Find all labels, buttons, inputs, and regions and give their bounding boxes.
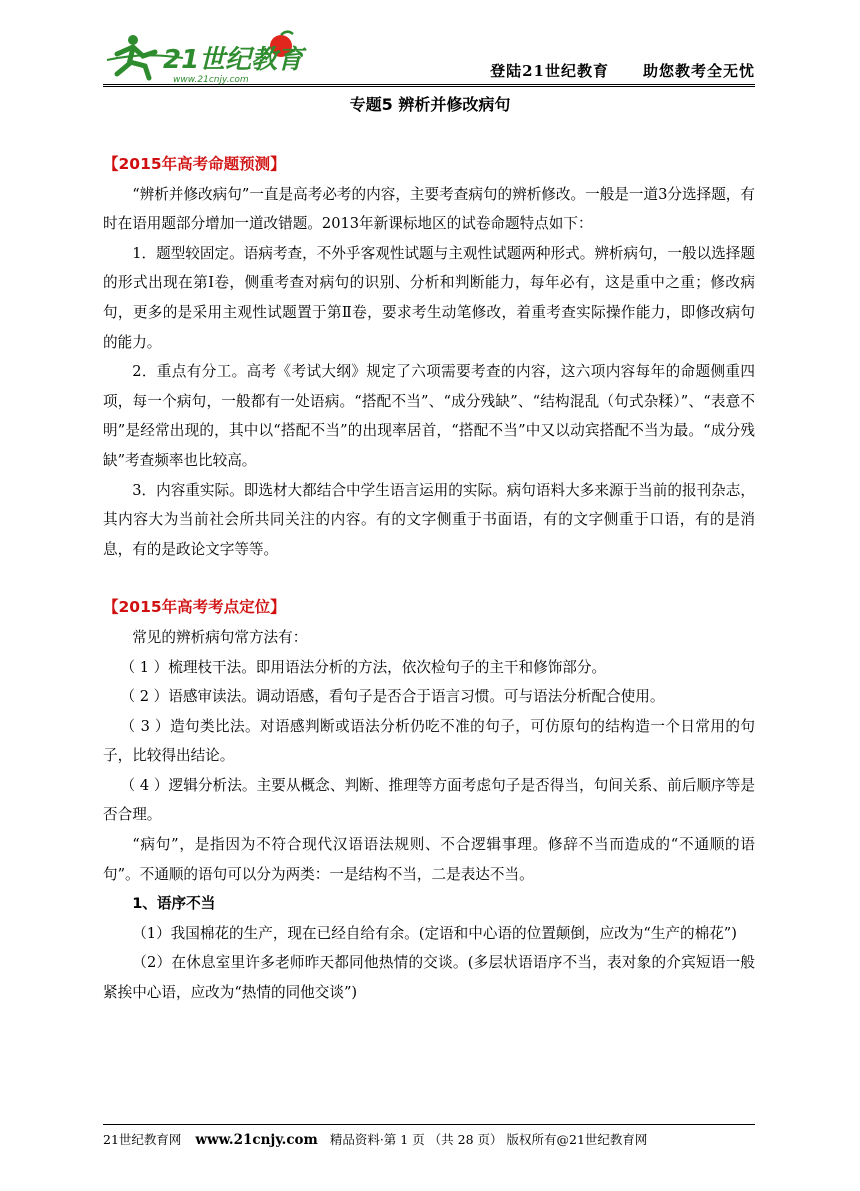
logo-url: www.21cnjy.com [173, 75, 249, 84]
footer-divider [103, 1124, 755, 1125]
method-1: （ 1 ）梳理枝干法。即用语法分析的方法，依次检句子的主干和修饰部分。 [120, 658, 607, 676]
page-footer [103, 1130, 755, 1148]
logo-text: 21世纪教育 [163, 45, 304, 75]
document-title: 专题5 辨析并修改病句 [349, 95, 511, 114]
method-2: （ 2 ）语感审读法。调动语感，看句子是否合于语言习惯。可与语法分析配合使用。 [120, 688, 665, 706]
header-divider [103, 84, 755, 85]
slogan-left: 登陆21世纪教育 [490, 62, 609, 80]
header-divider-thin [103, 86, 755, 87]
footer-url[interactable]: www.21cnjy.com [195, 1132, 318, 1148]
footer-info: 精品资料·第 1 页 （共 28 页） 版权所有@21世纪教育网 [329, 1132, 648, 1147]
document-body [103, 150, 755, 1008]
section-heading-predict: 【2015年高考命题预测】 [103, 155, 286, 173]
paragraph-point-1: 1．题型较固定。语病考查，不外乎客观性试题与主观性试题两种形式。辨析病句，一般以选择题的形式出现在第Ⅰ卷，侧重考查对病句的识别、分析和判断能力，每年必有，这是重中之重；修改病句，更多的是采用主观性试题置于第Ⅱ卷，要求考生动笔修改，着重考查实际操作能力，即修改病句的能力。 [103, 244, 755, 351]
example-2: （2）在休息室里许多老师昨天都同他热情的交谈。(多层状语语序不当，表对象的介宾短语一般紧挨中心语，应改为“热情的同他交谈”) [103, 954, 755, 1002]
example-1: （1）我国棉花的生产，现在已经自给有余。(定语和中心语的位置颠倒，应改为“生产的棉花”) [132, 924, 737, 942]
method-3: （ 3 ）造句类比法。对语感判断或语法分析仍吃不准的句子，可仿原句的结构造一个日常用的句子，比较得出结论。 [103, 717, 755, 765]
paragraph-methods-intro: 常见的辨析病句常方法有： [132, 628, 308, 646]
paragraph-point-2: 2．重点有分工。高考《考试大纲》规定了六项需要考查的内容，这六项内容每年的命题侧重四项，每一个病句，一般都有一处语病。“搭配不当”、“成分残缺”、“结构混乱（句式杂糅）”、“表意不明”是经常出现的，其中以“搭配不当”的出现率居首，“搭配不当”中又以动宾搭配不当为最。“成分残缺”考查频率也比较高。 [103, 363, 755, 469]
header-slogan [490, 60, 755, 81]
section-heading-locate: 【2015年高考考点定位】 [103, 598, 286, 617]
footer-site: 21世纪教育网 [103, 1132, 182, 1147]
page-header [103, 30, 755, 84]
paragraph-definition: “病句”，是指因为不符合现代汉语语法规则、不合逻辑事理。修辞不当而造成的“不通顺的语句”。不通顺的语句可以分为两类：一是结构不当，二是表达不当。 [103, 836, 755, 883]
paragraph-point-3: 3．内容重实际。即选材大都结合中学生语言运用的实际。病句语料大多来源于当前的报刊杂志，其内容大为当前社会所共同关注的内容。有的文字侧重于书面语，有的文字侧重于口语，有的是消息，有的是政论文字等等。 [103, 481, 755, 558]
method-4: （ 4 ）逻辑分析法。主要从概念、判断、推理等方面考虑句子是否得当，句间关系、前后顺序等是否合理。 [103, 776, 755, 824]
logo-21cnjy [103, 30, 333, 84]
slogan-right: 助您教考全无忧 [642, 62, 755, 80]
subheading-word-order: 1、语序不当 [132, 895, 216, 913]
paragraph-intro: “辨析并修改病句”一直是高考必考的内容，主要考查病句的辨析修改。一般是一道3分选择题，有时在语用题部分增加一道改错题。2013年新课标地区的试卷命题特点如下： [103, 185, 755, 233]
